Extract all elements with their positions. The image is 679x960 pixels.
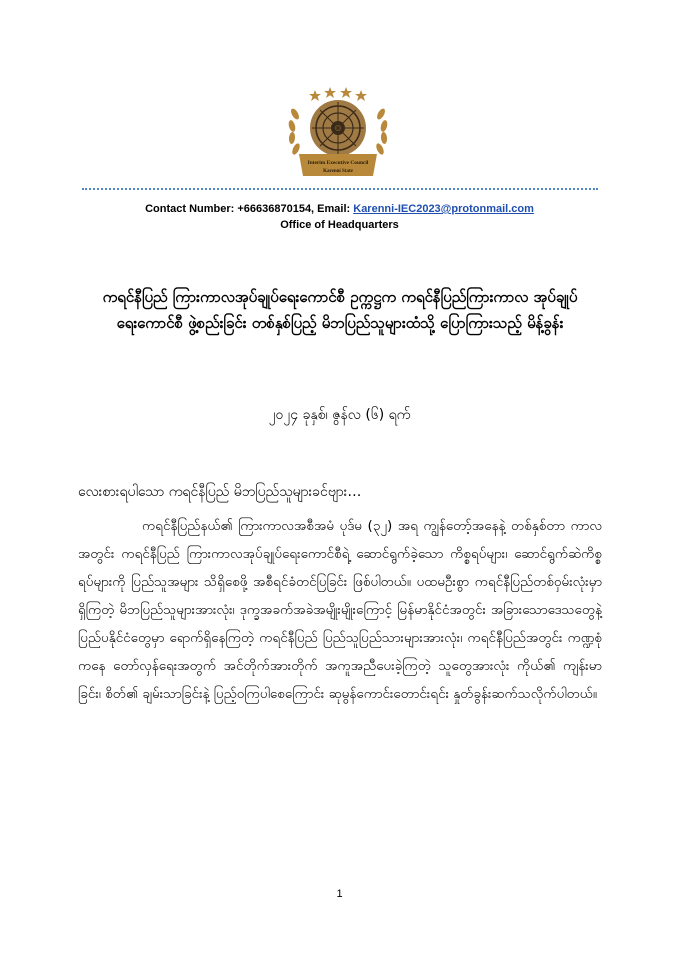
header-divider — [82, 188, 598, 190]
council-logo — [283, 84, 393, 184]
stars-icon — [309, 87, 367, 101]
logo-text-line2: Karenni State — [323, 169, 353, 174]
emblem-icon — [310, 100, 366, 156]
office-label: Office of Headquarters — [280, 219, 399, 231]
contact-line — [0, 203, 679, 215]
document-date: ၂၀၂၄ ခုနှစ်၊ ဇွန်လ (၆) ရက် — [268, 407, 411, 423]
document-title: ကရင်နီပြည် ကြားကာလအုပ်ချုပ်ရေးကောင်စီ ဥက္ကဋ္ဌက ကရင်နီပြည်ကြားကာလ အုပ်ချုပ်ရေးကောင်စီ ဖွဲ့စည်းခြင်း တစ်နှစ်ပြည့် မိဘပြည်သူများထံသို့ ပြောကြားသည့် မိန့်ခွန်း — [102, 288, 578, 332]
body-paragraph: ကရင်နီပြည်နယ်၏ ကြားကာလအစီအမံ ပုဒ်မ (၃၂) အရ ကျွန်တော့်အနေနဲ့ တစ်နှစ်တာ ကာလအတွင်း ကရင်နီပြည် ကြားကာလအုပ်ချုပ်ရေးကောင်စီရဲ့ ဆောင်ရွက်ခဲ့သော ကိစ္စရပ်များ၊ ဆောင်ရွက်ဆဲကိစ္စရပ်များကို ပြည်သူအများ သိရှိစေဖို့ အစီရင်ခံတင်ပြခြင်း ဖြစ်ပါတယ်။ ပထမဦးစွာ ကရင်နီပြည်တစ်ဝှမ်းလုံးမှာ ရှိကြတဲ့ မိဘပြည်သူများအားလုံး၊ ဒုက္ခအခက်အခဲအမျိုးမျိုးကြောင့် မြန်မာနိုင်ငံအတွင်း အခြားသောဒေသတွေနဲ့ ပြည်ပနိုင်ငံတွေမှာ ရောက်ရှိနေကြတဲ့ ကရင်နီပြည် ပြည်သူပြည်သားများအားလုံး၊ ကရင်နီပြည်အတွင်း ကဏ္ဍစုံကနေ တော်လှန်ရေးအတွက် အင်တိုက်အားတိုက် အကူအညီပေးခဲ့ကြတဲ့ သူတွေအားလုံး ကိုယ်၏ ကျန်းမာခြင်း၊ စိတ်၏ ချမ်းသာခြင်းနဲ့ ပြည့်ဝကြပါစေကြောင်း ဆုမွန်ကောင်းတောင်းရင်း နှုတ်ခွန်းဆက်သလိုက်ပါတယ်။ — [78, 518, 602, 702]
email-link[interactable]: Karenni-IEC2023@protonmail.com — [353, 203, 534, 215]
salutation: လေးစားရပါသော ကရင်နီပြည် မိဘပြည်သူများခင်ဗျား… — [78, 484, 362, 500]
contact-label: Contact Number: +66636870154, Email: — [145, 203, 354, 215]
logo-text-line1: Interim Executive Council — [307, 160, 369, 166]
page-number: 1 — [336, 888, 343, 900]
